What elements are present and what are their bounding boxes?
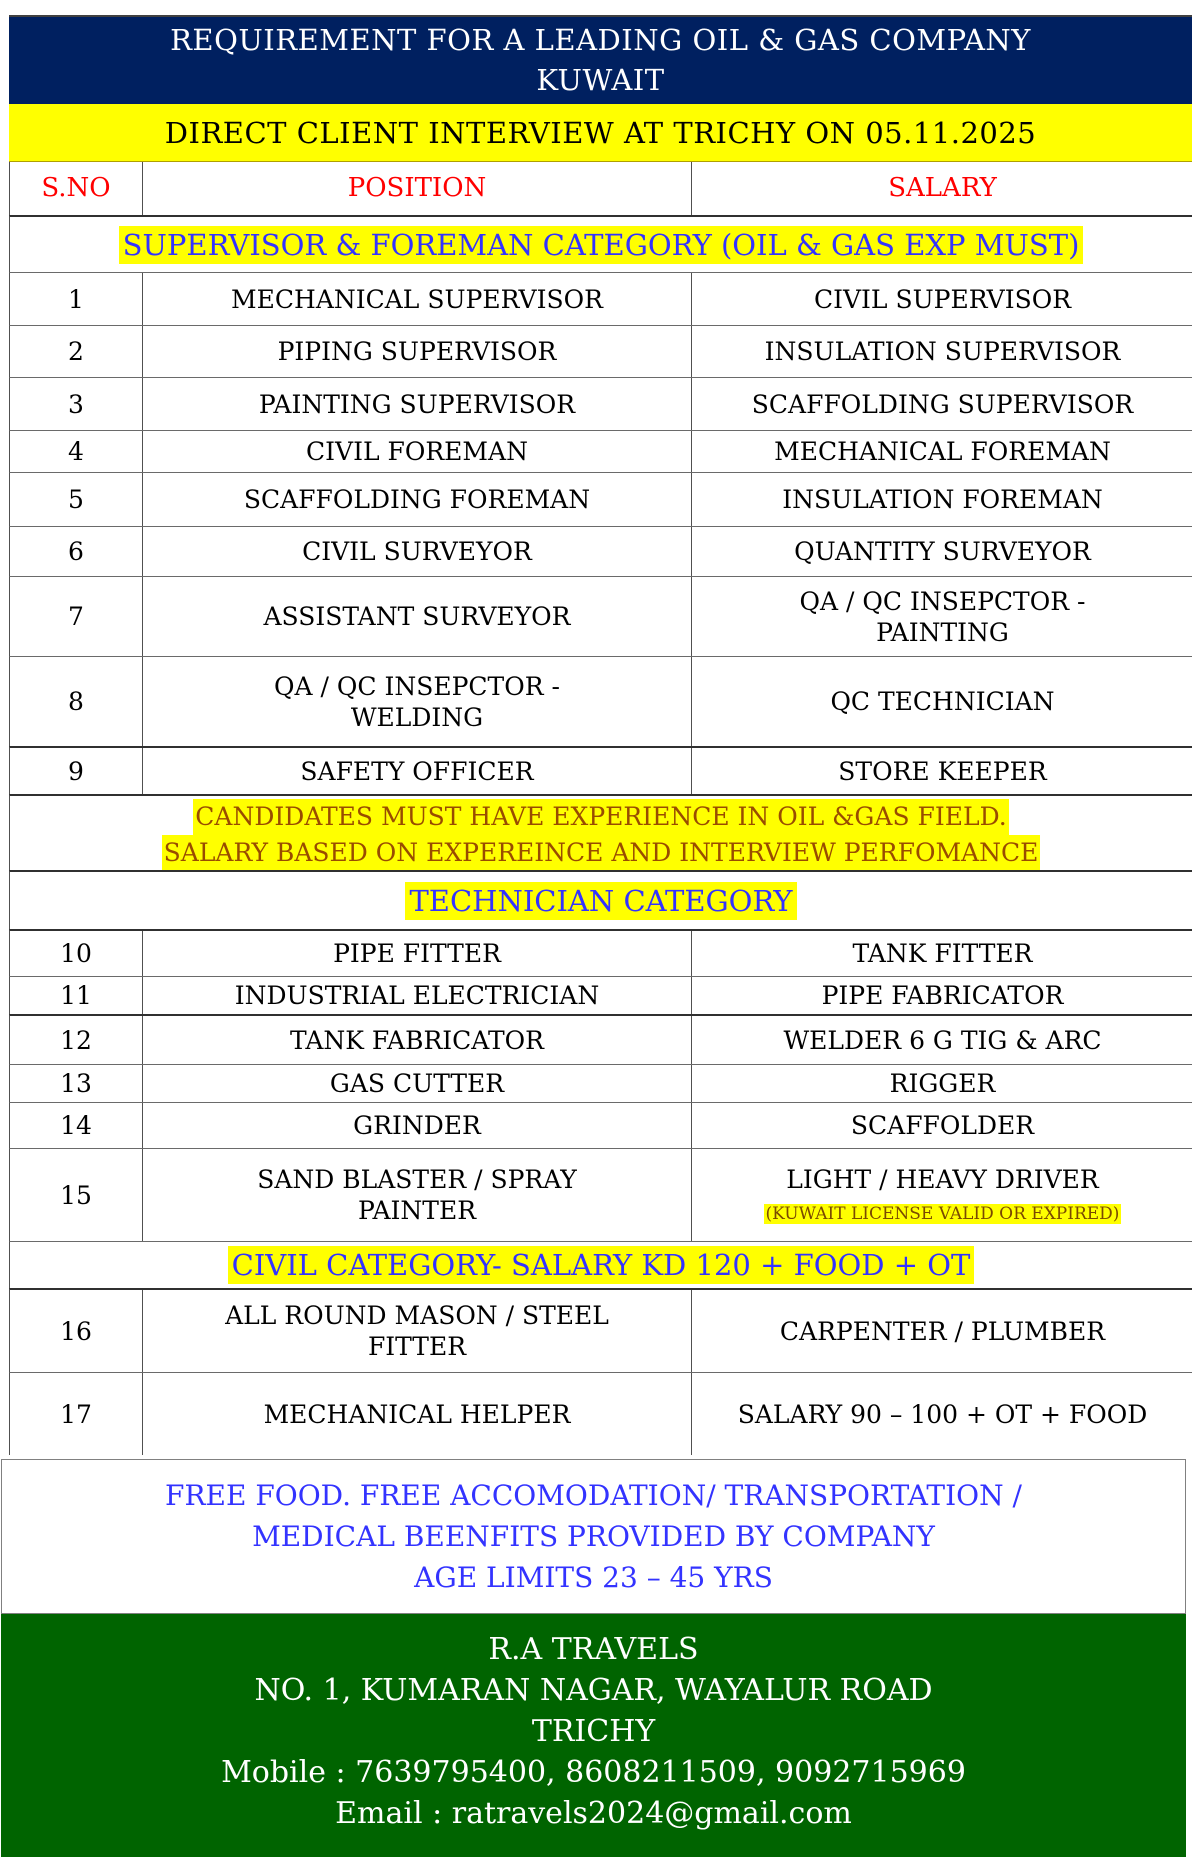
- row-position: PIPE FITTER: [333, 939, 501, 968]
- experience-note-line-2: SALARY BASED ON EXPEREINCE AND INTERVIEW PERFOMANCE: [162, 835, 1041, 871]
- table-header-row: [9, 162, 1192, 215]
- row-position: SAND BLASTER / SPRAY PAINTER: [257, 1165, 577, 1225]
- table-row: [9, 929, 1192, 976]
- contact-mobile: Mobile : 7639795400, 8608211509, 9092715969: [221, 1755, 966, 1790]
- license-note: (KUWAIT LICENSE VALID OR EXPIRED): [765, 1203, 1120, 1224]
- row-sno: 3: [68, 389, 84, 419]
- row-sno: 9: [68, 756, 84, 786]
- category-civil-label: CIVIL CATEGORY- SALARY KD 120 + FOOD + OT: [228, 1246, 975, 1284]
- row-sno: 8: [68, 687, 84, 716]
- row-sno: 15: [60, 1180, 92, 1210]
- row-sno: 17: [60, 1399, 92, 1429]
- age-limits: AGE LIMITS 23 – 45 YRS: [414, 1561, 773, 1594]
- table-row: [9, 576, 1192, 656]
- table-row: [9, 1064, 1192, 1102]
- row-position: GRINDER: [353, 1111, 481, 1140]
- table-row: [9, 377, 1192, 430]
- row-salary: INSULATION SUPERVISOR: [764, 337, 1121, 366]
- title-line-2: KUWAIT: [536, 63, 665, 97]
- category-row-civil: [9, 1241, 1192, 1288]
- contact-email: Email : ratravels2024@gmail.com: [335, 1796, 852, 1831]
- header-sno: S.NO: [41, 173, 111, 203]
- benefits-line-1: FREE FOOD. FREE ACCOMODATION/ TRANSPORTATION /: [165, 1479, 1022, 1512]
- row-position: TANK FABRICATOR: [290, 1025, 544, 1055]
- row-salary: INSULATION FOREMAN: [782, 485, 1103, 514]
- table-row: [9, 656, 1192, 746]
- row-salary: QC TECHNICIAN: [830, 687, 1055, 716]
- table-row: [9, 1372, 1192, 1455]
- row-salary: SCAFFOLDER: [850, 1111, 1035, 1140]
- row-position: CIVIL FOREMAN: [306, 437, 528, 466]
- row-salary: CIVIL SUPERVISOR: [813, 284, 1072, 314]
- row-salary: TANK FITTER: [852, 939, 1033, 968]
- row-sno: 1: [68, 284, 84, 314]
- row-salary: QUANTITY SURVEYOR: [794, 537, 1091, 566]
- row-position: GAS CUTTER: [329, 1069, 505, 1098]
- row-sno: 2: [68, 337, 84, 366]
- row-sno: 4: [68, 437, 84, 466]
- table-row: [9, 976, 1192, 1014]
- table-row: [9, 430, 1192, 472]
- company-address: NO. 1, KUMARAN NAGAR, WAYALUR ROAD: [254, 1673, 933, 1708]
- row-position: ASSISTANT SURVEYOR: [263, 602, 571, 631]
- row-position: PIPING SUPERVISOR: [277, 337, 557, 366]
- header-position: POSITION: [142, 162, 691, 215]
- row-sno: 10: [60, 939, 92, 968]
- row-position: QA / QC INSEPCTOR - WELDING: [274, 671, 560, 732]
- row-salary: MECHANICAL FOREMAN: [774, 437, 1111, 466]
- row-sno: 7: [68, 602, 84, 631]
- table-row: [9, 1148, 1192, 1241]
- table-row: [9, 526, 1192, 576]
- row-salary: SALARY 90 – 100 + OT + FOOD: [737, 1399, 1148, 1429]
- row-position: INDUSTRIAL ELECTRICIAN: [234, 981, 600, 1010]
- company-name: R.A TRAVELS: [488, 1632, 699, 1667]
- table-row: [9, 325, 1192, 377]
- table-row: [9, 746, 1192, 794]
- table-row: [9, 1102, 1192, 1148]
- row-salary: SCAFFOLDING SUPERVISOR: [751, 389, 1134, 419]
- title-banner: [9, 15, 1192, 104]
- row-sno: 11: [60, 981, 92, 1010]
- row-position: SAFETY OFFICER: [300, 756, 534, 786]
- row-sno: 12: [60, 1025, 92, 1055]
- category-row-technician: [9, 870, 1192, 929]
- category-supervisor-label: SUPERVISOR & FOREMAN CATEGORY (OIL & GAS EXP MUST): [119, 226, 1084, 264]
- experience-note-line-1: CANDIDATES MUST HAVE EXPERIENCE IN OIL &GAS FIELD.: [193, 799, 1008, 835]
- row-position: CIVIL SURVEYOR: [302, 537, 532, 566]
- row-sno: 14: [60, 1111, 92, 1140]
- row-salary: QA / QC INSEPCTOR - PAINTING: [799, 586, 1086, 647]
- row-position: ALL ROUND MASON / STEEL FITTER: [225, 1301, 609, 1361]
- category-row-supervisor: [9, 215, 1192, 272]
- row-sno: 6: [68, 537, 84, 566]
- title-line-1: REQUIREMENT FOR A LEADING OIL & GAS COMPANY: [170, 23, 1031, 57]
- benefits-line-2: MEDICAL BEENFITS PROVIDED BY COMPANY: [252, 1520, 935, 1553]
- table-row: [9, 1014, 1192, 1064]
- contact-box: [1, 1614, 1186, 1857]
- table-row: [9, 1288, 1192, 1372]
- experience-note-row: [9, 794, 1192, 870]
- category-technician-label: TECHNICIAN CATEGORY: [405, 882, 796, 920]
- row-position: PAINTING SUPERVISOR: [258, 389, 576, 419]
- row-sno: 13: [60, 1069, 92, 1098]
- row-salary: RIGGER: [889, 1069, 996, 1098]
- row-position: SCAFFOLDING FOREMAN: [243, 485, 591, 514]
- benefits-box: [1, 1459, 1186, 1614]
- row-salary: STORE KEEPER: [838, 756, 1047, 786]
- row-salary: CARPENTER / PLUMBER: [779, 1316, 1106, 1346]
- row-salary: LIGHT / HEAVY DRIVER: [786, 1164, 1099, 1194]
- row-salary: WELDER 6 G TIG & ARC: [783, 1025, 1102, 1055]
- row-position: MECHANICAL HELPER: [263, 1399, 571, 1429]
- row-sno: 5: [68, 485, 84, 514]
- row-position: MECHANICAL SUPERVISOR: [231, 284, 603, 314]
- table-row: [9, 272, 1192, 325]
- row-sno: 16: [60, 1316, 92, 1346]
- table-row: [9, 472, 1192, 526]
- header-salary: SALARY: [691, 162, 1193, 215]
- company-city: TRICHY: [531, 1714, 656, 1749]
- row-salary: PIPE FABRICATOR: [821, 981, 1064, 1010]
- interview-banner: DIRECT CLIENT INTERVIEW AT TRICHY ON 05.11.2025: [9, 104, 1192, 162]
